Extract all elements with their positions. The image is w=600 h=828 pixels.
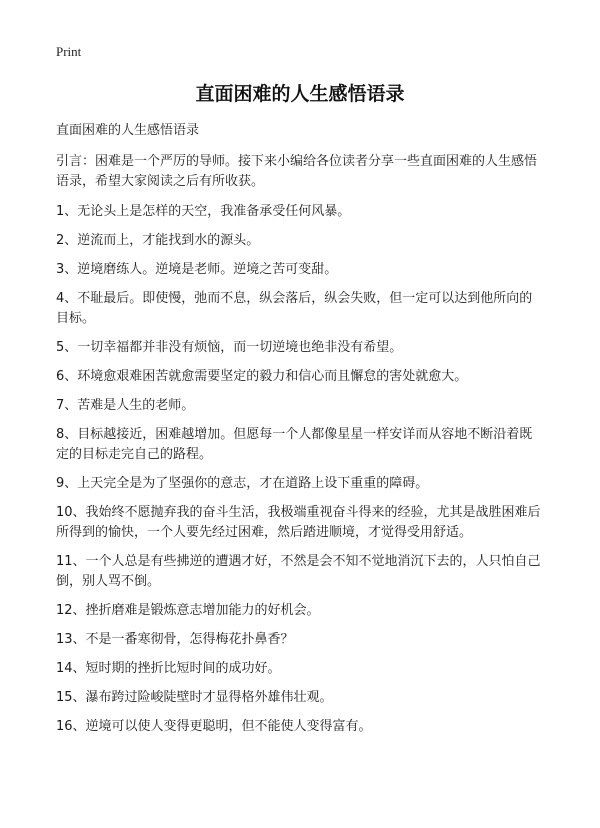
list-item: 2、逆流而上，才能找到水的源头。 — [56, 233, 260, 248]
list-item: 12、挫折磨难是锻炼意志增加能力的好机会。 — [56, 603, 320, 618]
list-item: 16、逆境可以使人变得更聪明，但不能使人变得富有。 — [56, 719, 372, 734]
list-item: 4、不耻最后。即使慢，弛而不息，纵会落后，纵会失败，但一定可以达到他所向的目标。 — [56, 291, 533, 326]
quote-list — [56, 202, 544, 737]
list-item: 6、环境愈艰难困苦就愈需要坚定的毅力和信心而且懈怠的害处就愈大。 — [56, 369, 468, 384]
list-item: 14、短时期的挫折比短时间的成功好。 — [56, 661, 281, 676]
list-item: 15、瀑布跨过险峻陡壁时才显得格外雄伟壮观。 — [56, 690, 333, 705]
page-title: 直面困难的人生感悟语录 — [195, 83, 405, 105]
list-item: 13、不是一番寒彻骨，怎得梅花扑鼻香？ — [56, 632, 294, 647]
page-subtitle: 直面困难的人生感悟语录 — [56, 123, 200, 138]
list-item: 10、我始终不愿抛弃我的奋斗生活，我极端重视奋斗得来的经验，尤其是战胜困难后所得到的愉快，一个人要先经过困难，然后踏进顺境，才觉得受用舒适。 — [56, 505, 541, 540]
list-item: 9、上天完全是为了坚强你的意志，才在道路上设下重重的障碍。 — [56, 476, 429, 491]
list-item: 1、无论头上是怎样的天空，我准备承受任何风暴。 — [56, 204, 351, 219]
list-item: 3、逆境磨练人。逆境是老师。逆境之苦可变甜。 — [56, 262, 338, 277]
print-link[interactable]: Print — [56, 44, 82, 59]
list-item: 5、一切幸福都并非没有烦恼，而一切逆境也绝非没有希望。 — [56, 340, 403, 355]
list-item: 8、目标越接近，困难越增加。但愿每一个人都像星星一样安详而从容地不断沿着既定的目标走完自己的路程。 — [56, 427, 533, 462]
list-item: 7、苦难是人生的老师。 — [56, 398, 195, 413]
intro-paragraph: 引言：困难是一个严厉的导师。接下来小编给各位读者分享一些直面困难的人生感悟语录，希望大家阅读之后有所收获。 — [56, 154, 538, 189]
list-item: 11、一个人总是有些拂逆的遭遇才好，不然是会不知不觉地消沉下去的，人只怕自己倒，别人骂不倒。 — [56, 554, 541, 589]
